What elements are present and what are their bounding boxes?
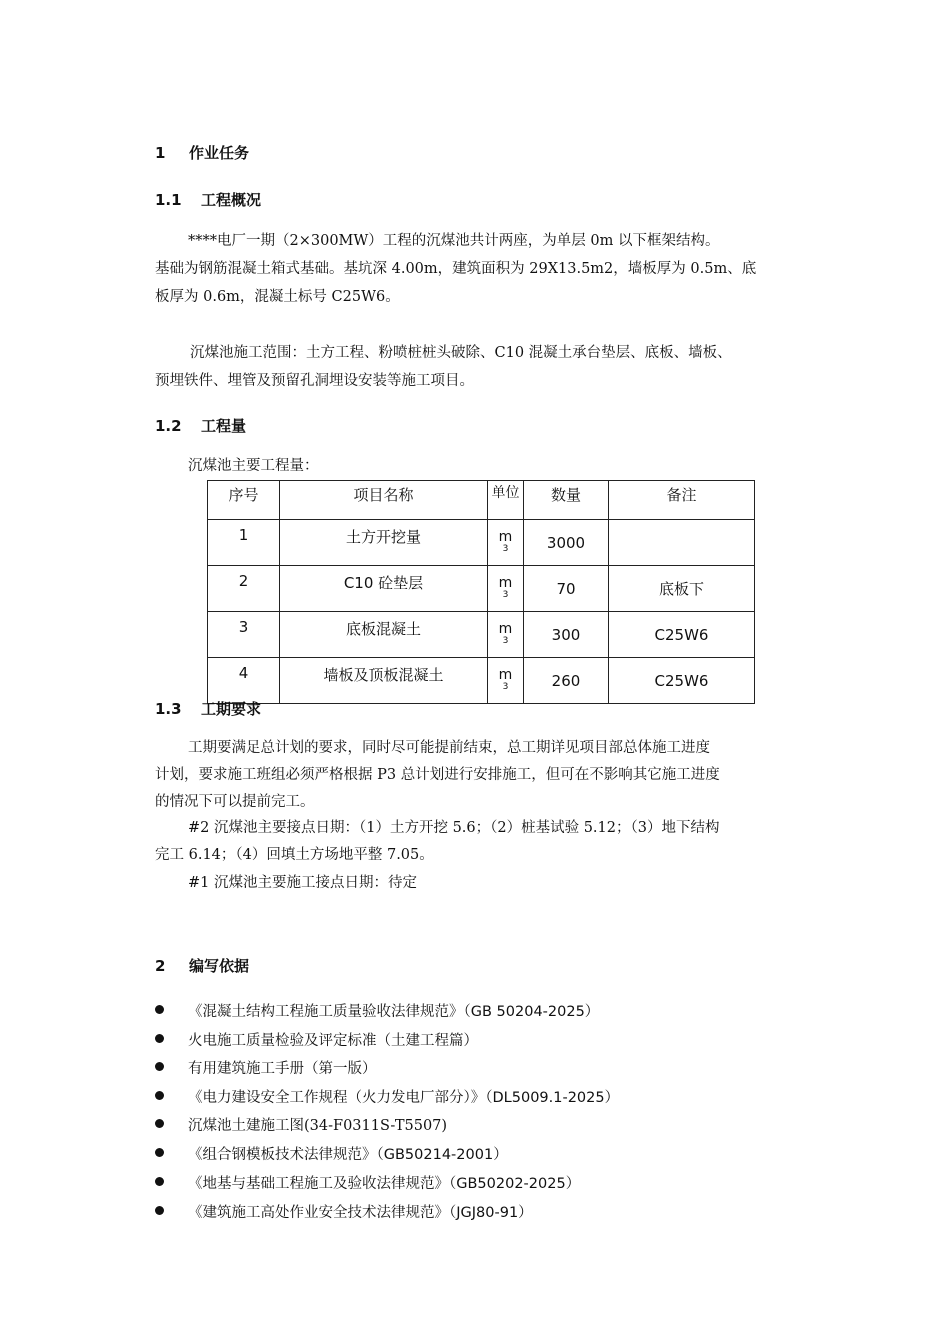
table-header-row	[208, 481, 755, 520]
section-heading-1-1	[155, 189, 261, 210]
header-unit-text: 单位	[491, 485, 520, 501]
cell-qty: 3000	[524, 520, 609, 566]
table-row	[208, 566, 755, 612]
cell-unit	[488, 658, 524, 704]
reference-text: 《混凝土结构工程施工质量验收法律规范》（GB 50204-2025）	[188, 1004, 600, 1020]
overview-line-1: ****电厂一期（2×300MW）工程的沉煤池共计两座，为单层 0m 以下框架结构。	[188, 233, 720, 249]
unit-superscript: 3	[502, 682, 509, 692]
header-cell-qty: 数量	[524, 481, 609, 520]
bullet-icon	[155, 1034, 164, 1043]
cell-note: C25W6	[609, 658, 755, 704]
unit-text: m	[498, 621, 513, 637]
unit-superscript: 3	[502, 544, 509, 554]
cell-qty: 300	[524, 612, 609, 658]
section-title: 工程概况	[201, 191, 262, 209]
section-title: 作业任务	[189, 144, 250, 162]
cell-no: 2	[208, 566, 280, 612]
cell-unit	[488, 566, 524, 612]
scope-line-2: 预埋铁件、埋管及预留孔洞埋设安装等施工项目。	[155, 373, 474, 389]
table-row	[208, 612, 755, 658]
header-cell-unit	[488, 481, 524, 520]
bullet-icon	[155, 1148, 164, 1157]
reference-text: 有用建筑施工手册（第一版）	[188, 1061, 377, 1077]
overview-line-3: 板厚为 0.6m，混凝土标号 C25W6。	[155, 289, 400, 305]
cell-no: 3	[208, 612, 280, 658]
cell-qty: 70	[524, 566, 609, 612]
cell-unit	[488, 520, 524, 566]
bullet-icon	[155, 1005, 164, 1014]
unit-text: m	[498, 529, 513, 545]
bullet-icon	[155, 1206, 164, 1215]
schedule-p2-line-2: 完工 6.14；（4）回填土方场地平整 7.05。	[155, 847, 434, 863]
cell-name: 墙板及顶板混凝土	[280, 658, 488, 704]
bullet-icon	[155, 1177, 164, 1186]
cell-no: 1	[208, 520, 280, 566]
reference-text: 《组合钢模板技术法律规范》（GB50214-2001）	[188, 1147, 508, 1163]
table-row	[208, 520, 755, 566]
cell-note	[609, 520, 755, 566]
header-cell-note: 备注	[609, 481, 755, 520]
header-cell-name: 项目名称	[280, 481, 488, 520]
section-heading-1-2	[155, 415, 246, 436]
schedule-p1-line-2: 计划，要求施工班组必须严格根据 P3 总计划进行安排施工，但可在不影响其它施工进度	[155, 767, 720, 783]
section-title: 工期要求	[201, 700, 262, 718]
scope-line-1: 沉煤池施工范围：土方工程、粉喷桩桩头破除、C10 混凝土承台垫层、底板、墙板、	[190, 345, 732, 361]
unit-superscript: 3	[502, 636, 509, 646]
section-number: 1.2	[155, 417, 182, 435]
cell-qty: 260	[524, 658, 609, 704]
cell-name: 土方开挖量	[280, 520, 488, 566]
cell-name: C10 砼垫层	[280, 566, 488, 612]
unit-text: m	[498, 667, 513, 683]
cell-name: 底板混凝土	[280, 612, 488, 658]
bullet-icon	[155, 1062, 164, 1071]
bullet-icon	[155, 1119, 164, 1128]
section-title: 工程量	[201, 417, 247, 435]
section-heading-1-3	[155, 698, 261, 719]
section-heading-1	[155, 142, 249, 163]
cell-unit	[488, 612, 524, 658]
header-cell-no: 序号	[208, 481, 280, 520]
table-row	[208, 658, 755, 704]
section-number: 1.3	[155, 700, 182, 718]
section-title: 编写依据	[189, 957, 250, 975]
reference-text: 《地基与基础工程施工及验收法律规范》（GB50202-2025）	[188, 1176, 581, 1192]
reference-text: 《电力建设安全工作规程（火力发电厂部分）》（DL5009.1-2025）	[188, 1090, 620, 1106]
schedule-p3-line-1: #1 沉煤池主要施工接点日期：待定	[188, 875, 417, 891]
schedule-p2-line-1: #2 沉煤池主要接点日期：（1）土方开挖 5.6；（2）桩基试验 5.12；（3）地下结构	[188, 820, 720, 836]
reference-text: 火电施工质量检验及评定标准（土建工程篇）	[188, 1033, 478, 1049]
section-number: 2	[155, 957, 166, 975]
overview-line-2: 基础为钢筋混凝土箱式基础。基坑深 4.00m，建筑面积为 29X13.5m2，墙板厚为 0.5m、底	[155, 261, 757, 277]
cell-note: 底板下	[609, 566, 755, 612]
schedule-p1-line-1: 工期要满足总计划的要求，同时尽可能提前结束，总工期详见项目部总体施工进度	[188, 740, 710, 756]
reference-text: 《建筑施工高处作业安全技术法律规范》（JGJ80-91）	[188, 1205, 533, 1221]
quantity-intro: 沉煤池主要工程量：	[188, 458, 319, 474]
unit-text: m	[498, 575, 513, 591]
reference-text: 沉煤池土建施工图(34-F0311S-T5507)	[188, 1118, 448, 1134]
cell-note: C25W6	[609, 612, 755, 658]
quantity-table	[207, 480, 755, 704]
cell-no: 4	[208, 658, 280, 704]
section-number: 1.1	[155, 191, 182, 209]
section-heading-2	[155, 955, 249, 976]
schedule-p1-line-3: 的情况下可以提前完工。	[155, 794, 315, 810]
bullet-icon	[155, 1091, 164, 1100]
section-number: 1	[155, 144, 166, 162]
unit-superscript: 3	[502, 590, 509, 600]
